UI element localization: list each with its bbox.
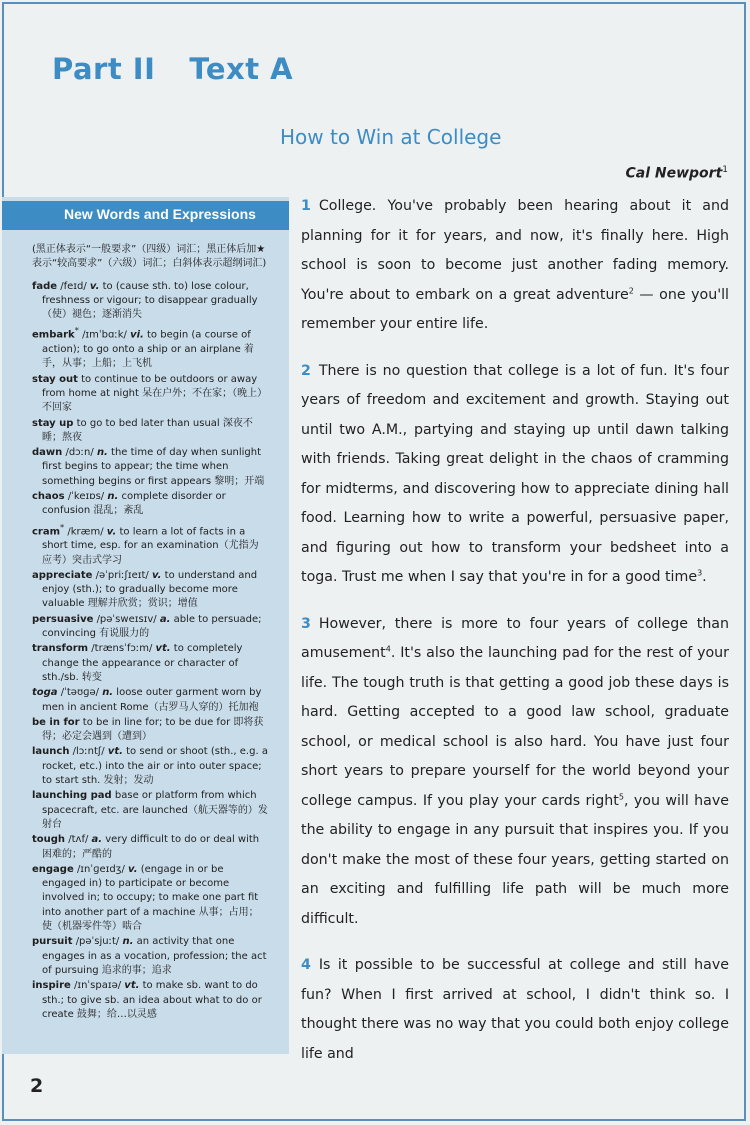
article-title: How to Win at College	[280, 125, 502, 149]
entry-definition: to (cause sth. to) lose colour, freshness or vigour; to disappear gradually （使）褪色；逐渐消失	[42, 280, 258, 321]
paragraph-number: 4	[301, 957, 311, 973]
part-heading	[52, 52, 293, 86]
author-footnote-marker: 1	[722, 165, 728, 175]
entry-star: *	[60, 521, 65, 532]
vocabulary-list	[32, 243, 268, 1023]
entry-definition: to understand and enjoy (sth.); to gradually become more valuable 理解并欣赏；赏识；增值	[42, 569, 258, 610]
paragraph-text: .	[702, 569, 707, 585]
footnote-marker: 4	[385, 644, 391, 654]
entry-definition: to be in line for; to be due for 即将获得；必定会遇到（遭到）	[42, 716, 264, 743]
entry-headword: be in for	[32, 716, 80, 728]
entry-definition: to learn a lot of facts in a short time, esp. for an examination（尤指为应考）突击式学习	[42, 526, 259, 566]
entry-phonetic: /ɪnˈɡeɪdʒ/	[76, 863, 125, 875]
author-name: Cal Newport	[625, 165, 723, 182]
entry-phonetic: /ɪmˈbɑːk/	[82, 329, 127, 341]
entry-definition: very difficult to do or deal with 困难的；严酷的	[42, 834, 260, 860]
entry-headword: chaos	[32, 491, 65, 503]
footnote-marker: 3	[697, 568, 703, 578]
entry-phonetic: /ˈkeɪɒs/	[67, 491, 105, 503]
entry-definition: (engage in or be engaged in) to participate or become involved in; to occupy; to make one part fit into another part of a machine 从事；占用；使（机器零件等）啮合	[42, 863, 259, 933]
entry-definition: able to persuade; convincing 有说服力的	[42, 613, 262, 640]
entry-part-of-speech: n.	[102, 687, 114, 699]
entry-part-of-speech: vt.	[155, 643, 171, 655]
entry-star: *	[74, 325, 79, 336]
entry-phonetic: /feɪd/	[60, 280, 87, 292]
entry-definition: the time of day when sunlight first begins to appear; the time when something begins or first appears 黎明；开端	[42, 447, 265, 487]
entry-headword: stay out	[32, 373, 78, 385]
entry-phonetic: /kræm/	[67, 526, 104, 537]
vocabulary-sidebar	[2, 197, 289, 1054]
text-label: Text A	[189, 52, 294, 86]
entry-headword: embark	[32, 329, 75, 341]
entry-phonetic: /tʌf/	[68, 834, 89, 846]
entry-definition: an activity that one engages in as a vocation, profession; the act of pursuing 追求的事；追求	[42, 936, 267, 976]
entry-headword: transform	[32, 643, 89, 655]
entry-headword: tough	[32, 834, 66, 846]
vocabulary-entry	[32, 789, 268, 832]
article-body	[301, 192, 729, 1086]
entry-definition: to begin (a course of action); to go onto a ship or an airplane 着手，从事；上船；上飞机	[42, 329, 254, 370]
vocabulary-entry	[32, 323, 268, 371]
entry-definition: to continue to be outdoors or away from home at night 呆在户外；不在家；（晚上）不回家	[42, 373, 268, 414]
vocabulary-entries	[32, 280, 268, 1023]
paragraph-text: — one you'll remember your entire life.	[301, 286, 729, 332]
entry-part-of-speech: vt.	[107, 746, 123, 758]
entry-definition: to make sb. want to do sth.; to give sb. an idea about what to do or create 鼓舞；给…以灵感	[42, 980, 262, 1020]
entry-part-of-speech: v.	[151, 569, 162, 581]
paragraph-number: 2	[301, 362, 311, 379]
entry-phonetic: /dɔːn/	[65, 447, 94, 459]
entry-definition: loose outer garment worn by men in ancient Rome（古罗马人穿的）托加袍	[42, 687, 262, 713]
entry-part-of-speech: v.	[106, 526, 117, 537]
paragraph	[301, 192, 729, 340]
vocabulary-entry	[32, 490, 268, 519]
vocabulary-entry	[32, 863, 268, 934]
entry-part-of-speech: v.	[89, 280, 100, 292]
paragraph-text: , you will have the ability to engage in any pursuit that inspires you. If you don't make the most of these four years, getting started on an exciting and fulfilling life path will be much more difficult.	[301, 792, 729, 927]
entry-headword: dawn	[32, 447, 63, 459]
entry-headword: fade	[32, 280, 58, 292]
entry-part-of-speech: a.	[91, 834, 103, 846]
entry-phonetic: /ˈtəʊɡə/	[60, 687, 99, 699]
entry-definition: base or platform from which spacecraft, etc. are launched（航天器等的）发射台	[42, 790, 268, 830]
entry-part-of-speech: vi.	[130, 329, 144, 341]
vocabulary-entry	[32, 716, 268, 745]
paragraph-text: College. You've probably been hearing about it and planning for it for years, and now, it's finally here. High school is soon to become just another fading memory. You're about to embark on a great adventure	[301, 198, 729, 303]
entry-headword: appreciate	[32, 569, 93, 581]
vocabulary-entry	[32, 373, 268, 416]
paragraph-text: . It's also the launching pad for the rest of your life. The tough truth is that getting a good job these days is hard. Getting accepted to a good law school, graduate school, or medical school is also hard. You have just four short years to prepare yourself for the world beyond your college campus. If you play your cards right	[301, 645, 729, 809]
entry-headword: toga	[32, 687, 58, 699]
entry-definition: complete disorder or confusion 混乱；紊乱	[42, 491, 226, 517]
entry-headword: stay up	[32, 417, 74, 429]
paragraph-number: 1	[301, 198, 311, 214]
entry-headword: launching pad	[32, 790, 112, 802]
entry-headword: pursuit	[32, 936, 73, 948]
entry-headword: engage	[32, 863, 74, 875]
paragraph-number: 3	[301, 615, 311, 632]
paragraph	[301, 357, 729, 593]
vocabulary-entry	[32, 745, 268, 788]
paragraph	[301, 951, 729, 1069]
entry-part-of-speech: a.	[159, 613, 171, 625]
entry-definition: to completely change the appearance or character of sth./sb. 转变	[42, 643, 243, 683]
vocabulary-entry	[32, 935, 268, 978]
sidebar-heading-bar	[2, 201, 289, 230]
paragraph	[301, 610, 729, 935]
entry-part-of-speech: v.	[128, 863, 138, 875]
page-number: 2	[30, 1075, 44, 1097]
entry-headword: launch	[32, 746, 70, 758]
entry-part-of-speech: n.	[107, 491, 119, 503]
entry-phonetic: /pəˈsweɪsɪv/	[96, 613, 157, 625]
entry-phonetic: /ɪnˈspaɪə/	[74, 980, 122, 992]
vocabulary-entry	[32, 280, 268, 323]
entry-headword: cram	[32, 526, 61, 537]
vocabulary-intro: (黑正体表示“一般要求”（四级）词汇；黑正体后加★表示“较高要求”（六级）词汇；白斜体表示超纲词汇)	[32, 244, 267, 270]
vocabulary-entry	[32, 686, 268, 715]
entry-part-of-speech: vt.	[124, 980, 140, 992]
vocabulary-entry	[32, 569, 268, 612]
vocabulary-entry	[32, 979, 268, 1022]
footnote-marker: 5	[618, 791, 624, 801]
entry-phonetic: /əˈpriːʃɪeɪt/	[95, 569, 149, 581]
entry-headword: inspire	[32, 980, 71, 992]
vocabulary-entry	[32, 613, 268, 642]
paragraph-text: Is it possible to be successful at college and still have fun? When I first arrived at school, I didn't think so. I thought there was no way that you could both enjoy college life and	[301, 957, 729, 1062]
entry-part-of-speech: n.	[122, 936, 134, 948]
part-label: Part II	[52, 52, 156, 86]
vocabulary-entry	[32, 833, 268, 862]
vocabulary-entry	[32, 520, 268, 568]
entry-definition: to send or shoot (sth., e.g. a rocket, etc.) into the air or into outer space; to start sth. 发射；发动	[42, 746, 268, 787]
entry-phonetic: /lɔːntʃ/	[72, 746, 105, 758]
footnote-marker: 2	[628, 285, 634, 295]
sidebar-heading: New Words and Expressions	[64, 206, 256, 222]
paragraph-text: However, there is more to four years of college than amusement	[301, 615, 729, 661]
vocabulary-entry	[32, 642, 268, 685]
entry-part-of-speech: n.	[96, 447, 108, 459]
entry-headword: persuasive	[32, 613, 94, 625]
vocabulary-entry	[32, 417, 268, 446]
paragraph-text: There is no question that college is a lot of fun. It's four years of freedom and excitement and growth. Staying out until two A.M., partying and staying up until dawn talking with friends. Taking great delight in the chaos of cramming for midterms, and discovering how to appreciate dining hall food. Learning how to write a powerful, persuasive paper, and figuring out how to transform your bedsheet into a toga. Trust me when I say that you're in for a good time	[301, 362, 729, 585]
entry-phonetic: /trænsˈfɔːm/	[91, 643, 153, 655]
vocabulary-entry	[32, 446, 268, 489]
entry-phonetic: /pəˈsjuːt/	[75, 936, 120, 948]
entry-definition: to go to bed later than usual 深夜不睡；熬夜	[42, 417, 253, 443]
author-line	[625, 165, 728, 182]
